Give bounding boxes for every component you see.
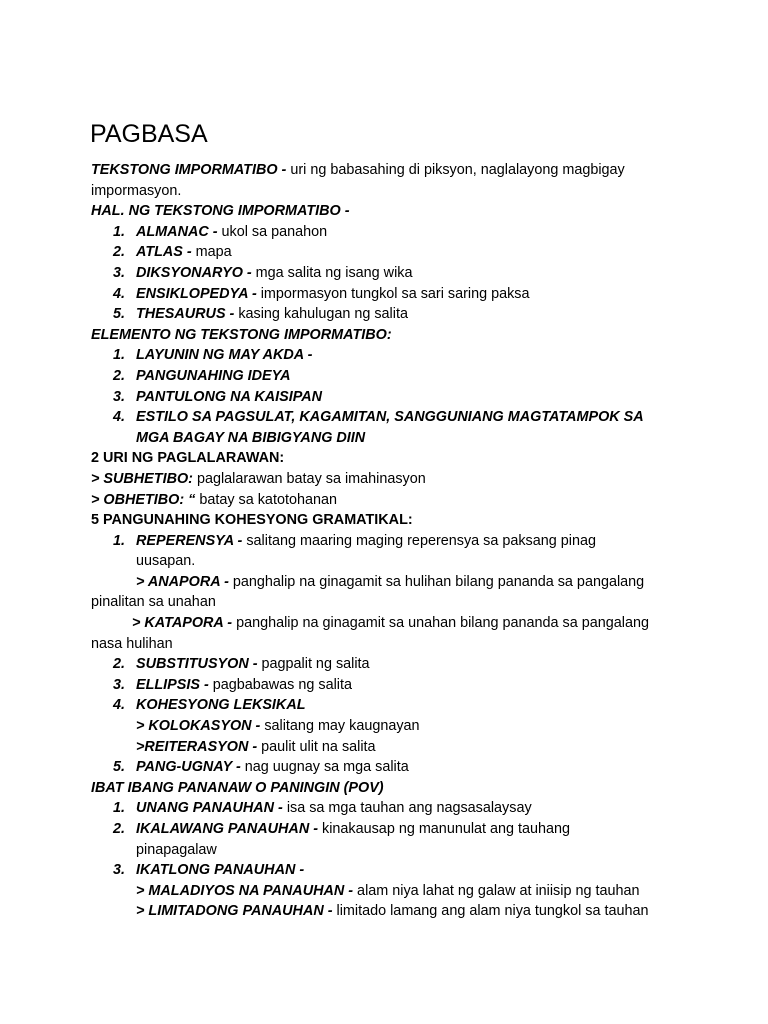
definition: nag uugnay sa mga salita (240, 759, 409, 776)
term: TEKSTONG IMPORMATIBO - (91, 162, 287, 178)
term: MGA BAGAY NA BIBIGYANG DIIN (136, 429, 366, 446)
numbered-list-item (91, 531, 691, 552)
text-line (91, 613, 691, 634)
definition: mga salita ng isang wika (251, 264, 413, 281)
list-number: 3. (113, 862, 126, 879)
definition: panghalip na ginagamit sa hulihan bilang pananda sa pangalang (228, 573, 645, 590)
term: IBAT IBANG PANANAW O PANINGIN (POV) (91, 779, 384, 796)
term: KOHESYONG LEKSIKAL (136, 697, 306, 714)
list-number: 4. (113, 697, 126, 714)
definition: pagbabawas ng salita (208, 676, 352, 693)
text-line (91, 881, 691, 902)
definition: batay sa katotohanan (195, 491, 337, 508)
term: 5 PANGUNAHING KOHESYONG GRAMATIKAL: (91, 512, 413, 529)
definition: paulit ulit na salita (257, 738, 376, 755)
list-number: 5. (113, 759, 126, 776)
term: > KOLOKASYON - (136, 718, 261, 735)
term: PANG-UGNAY - (136, 759, 241, 776)
definition: alam niya lahat ng galaw at iniisip ng tauhan (353, 882, 640, 899)
term: > OBHETIBO: “ (91, 491, 196, 508)
definition: impormasyon. (91, 182, 182, 199)
definition: pagpalit ng salita (257, 656, 370, 673)
term: >REITERASYON - (136, 738, 258, 755)
term: ELEMENTO NG TEKSTONG IMPORMATIBO: (91, 326, 392, 343)
definition: ukol sa panahon (217, 223, 328, 240)
text-line (91, 778, 691, 799)
term: ENSIKLOPEDYA - (136, 285, 257, 302)
definition: kasing kahulugan ng salita (234, 306, 408, 323)
list-number: 3. (113, 388, 126, 405)
term: IKATLONG PANAUHAN - (136, 862, 305, 879)
text-line (91, 448, 691, 469)
term: ESTILO SA PAGSULAT, KAGAMITAN, SANGGUNIANG MAGTATAMPOK SA (136, 409, 644, 426)
text-line (91, 572, 691, 593)
page-title: PAGBASA (90, 120, 208, 148)
term: THESAURUS - (136, 306, 235, 323)
list-number: 4. (113, 285, 126, 302)
term: LAYUNIN NG MAY AKDA - (136, 347, 313, 364)
text-line (91, 201, 691, 222)
term: ATLAS - (136, 244, 192, 261)
text-line (91, 840, 691, 861)
term: IKALAWANG PANAUHAN - (136, 821, 319, 837)
numbered-list-item (91, 654, 691, 675)
definition: isa sa mga tauhan ang nagsasalaysay (282, 800, 532, 817)
list-number: 1. (113, 532, 126, 549)
numbered-list-item (91, 695, 691, 716)
text-line (91, 737, 691, 758)
term: UNANG PANAUHAN - (136, 800, 283, 817)
definition: uusapan. (136, 553, 196, 570)
list-number: 1. (113, 223, 126, 240)
definition: uri ng babasahing di piksyon, naglalayong magbigay (286, 162, 625, 178)
term: SUBSTITUSYON - (136, 656, 258, 673)
definition: paglalarawan batay sa imahinasyon (192, 470, 426, 487)
text-line (91, 469, 691, 490)
term: > KATAPORA - (132, 615, 233, 632)
definition: salitang may kaugnayan (260, 718, 420, 735)
list-number: 1. (113, 800, 126, 817)
definition: salitang maaring maging reperensya sa paksang pinag (242, 532, 596, 549)
term: PANGUNAHING IDEYA (136, 367, 291, 384)
term: ALMANAC - (136, 223, 218, 240)
term: > ANAPORA - (136, 573, 229, 590)
text-line (91, 181, 691, 202)
text-line (91, 160, 691, 181)
text-line (91, 428, 691, 449)
numbered-list-item (91, 860, 691, 881)
document-body (91, 160, 691, 922)
list-number: 2. (113, 656, 126, 673)
numbered-list-item (91, 387, 691, 408)
definition: kinakausap ng manunulat ang tauhang (318, 821, 571, 837)
numbered-list-item (91, 345, 691, 366)
term: PANTULONG NA KAISIPAN (136, 388, 323, 405)
numbered-list-item (91, 222, 691, 243)
definition: pinalitan sa unahan (91, 594, 216, 611)
definition: pinapagalaw (136, 841, 217, 858)
definition: panghalip na ginagamit sa unahan bilang pananda sa pangalang (232, 615, 649, 632)
numbered-list-item (91, 407, 691, 428)
definition: mapa (191, 244, 232, 261)
numbered-list-item (91, 242, 691, 263)
text-line (91, 592, 691, 613)
list-number: 2. (113, 244, 126, 261)
list-number: 2. (113, 821, 126, 837)
numbered-list-item (91, 675, 691, 696)
numbered-list-item (91, 263, 691, 284)
text-line (91, 325, 691, 346)
text-line (91, 490, 691, 511)
list-number: 1. (113, 347, 126, 364)
text-line (91, 510, 691, 531)
numbered-list-item (91, 757, 691, 778)
term: > LIMITADONG PANAUHAN - (136, 903, 333, 920)
list-number: 3. (113, 676, 126, 693)
definition: impormasyon tungkol sa sari saring paksa (256, 285, 530, 302)
list-number: 5. (113, 306, 126, 323)
text-line (91, 901, 691, 922)
definition: limitado lamang ang alam niya tungkol sa tauhan (332, 903, 649, 920)
term: > MALADIYOS NA PANAUHAN - (136, 882, 354, 899)
list-number: 4. (113, 409, 126, 426)
list-number: 3. (113, 264, 126, 281)
numbered-list-item (91, 819, 691, 840)
text-line (91, 716, 691, 737)
term: DIKSYONARYO - (136, 264, 252, 281)
term: > SUBHETIBO: (91, 470, 193, 487)
text-line (91, 634, 691, 655)
numbered-list-item (91, 798, 691, 819)
numbered-list-item (91, 366, 691, 387)
term: REPERENSYA - (136, 532, 243, 549)
definition: nasa hulihan (91, 635, 173, 652)
term: ELLIPSIS - (136, 676, 209, 693)
numbered-list-item (91, 284, 691, 305)
list-number: 2. (113, 367, 126, 384)
term: HAL. NG TEKSTONG IMPORMATIBO - (91, 203, 350, 220)
term: 2 URI NG PAGLALARAWAN: (91, 450, 285, 467)
numbered-list-item (91, 304, 691, 325)
text-line (91, 551, 691, 572)
